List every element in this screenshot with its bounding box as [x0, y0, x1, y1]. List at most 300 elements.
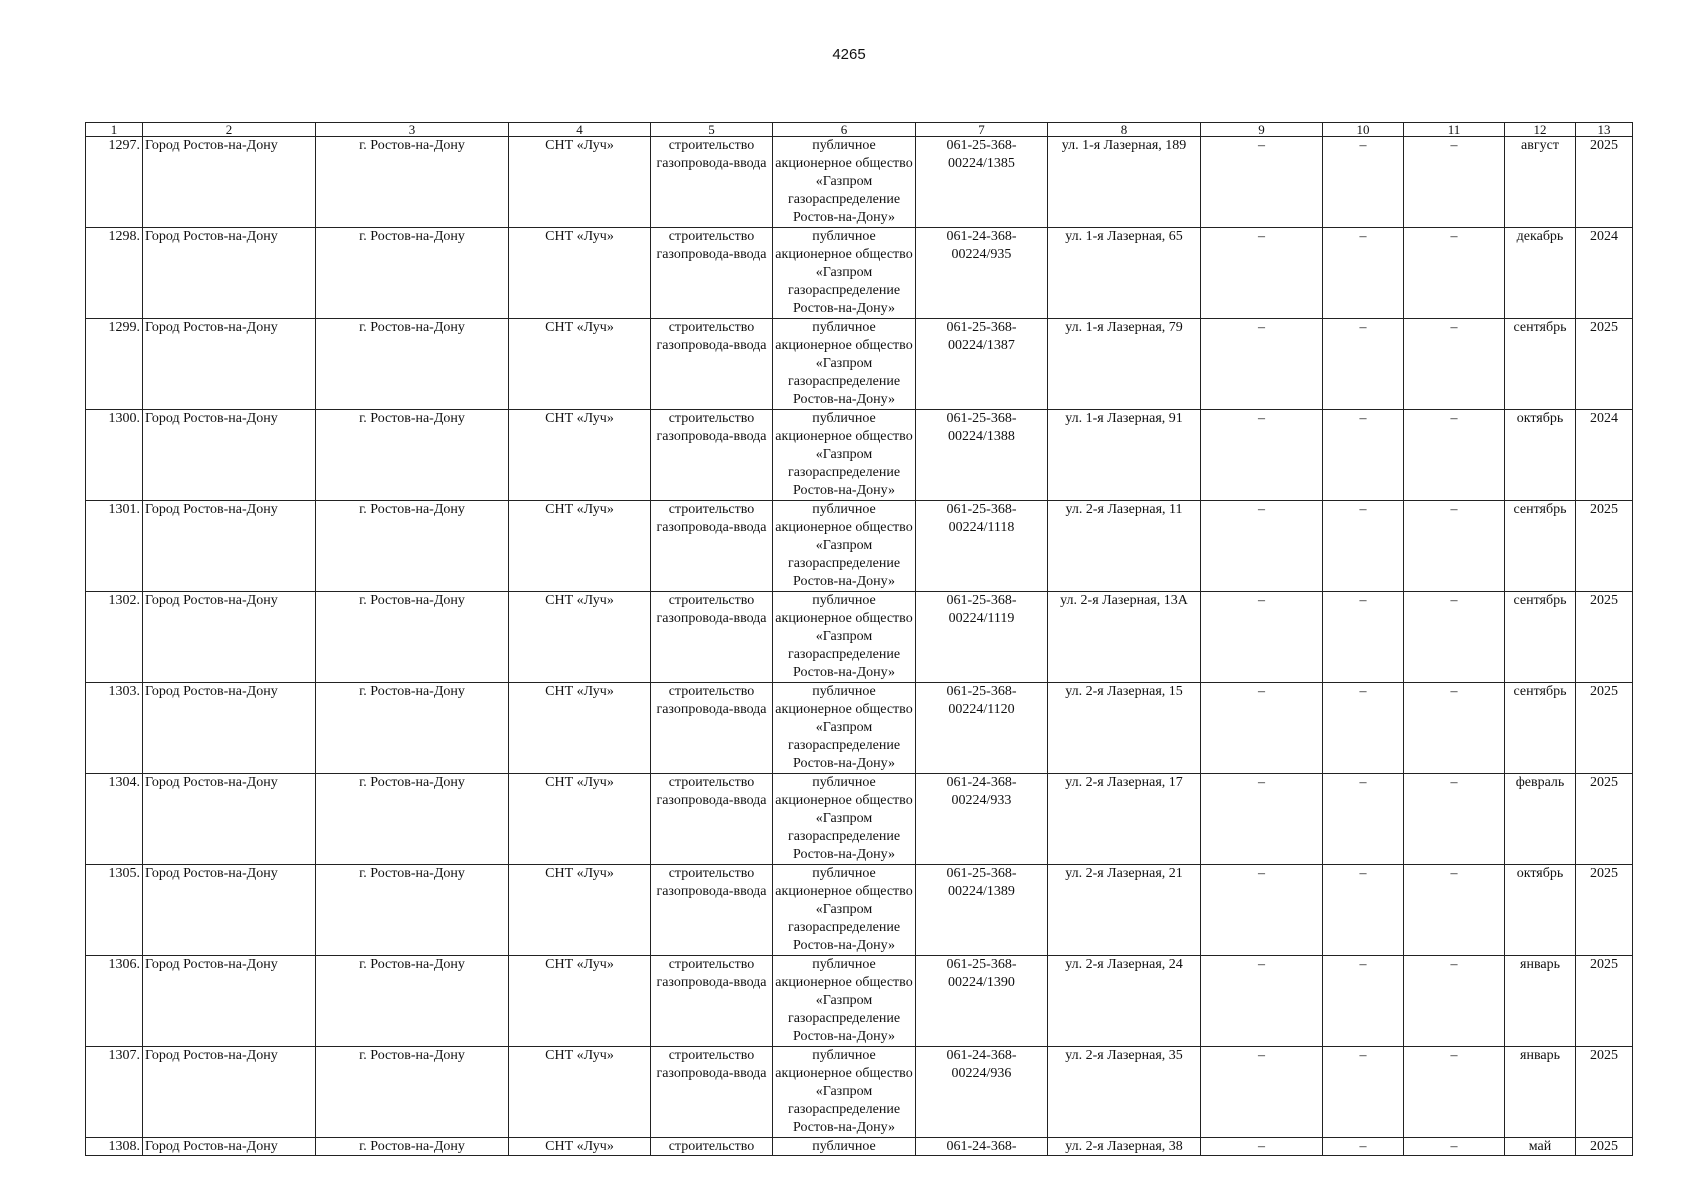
cell-text: 2024 [1590, 411, 1618, 426]
table-row [86, 137, 1633, 228]
column-10-cell [1323, 1138, 1404, 1156]
month-cell [1505, 592, 1576, 683]
work-type-cell [651, 774, 773, 865]
cell-text: ул. 2-я Лазерная, 24 [1065, 957, 1183, 972]
address-cell [1048, 319, 1201, 410]
contract-number-cell [916, 228, 1048, 319]
organization-cell [773, 410, 916, 501]
cell-text: – [1359, 684, 1367, 699]
cell-text: ул. 2-я Лазерная, 15 [1065, 684, 1183, 699]
cell-text: 061-25-368-00224/1390 [946, 957, 1017, 990]
cell-text: публичное акционерное общество «Газпром газораспределение Ростов-на-Дону» [775, 320, 913, 407]
address-cell [1048, 865, 1201, 956]
month-cell [1505, 228, 1576, 319]
settlement-cell [509, 865, 651, 956]
column-9-cell [1201, 410, 1323, 501]
cell-text: публичное акционерное общество «Газпром газораспределение Ростов-на-Дону» [775, 411, 913, 498]
cell-text: СНТ «Луч» [545, 320, 614, 335]
column-header: 12 [1505, 123, 1576, 137]
row-number-cell [86, 501, 143, 592]
organization-cell [773, 319, 916, 410]
contract-number-cell [916, 319, 1048, 410]
year-cell [1576, 137, 1633, 228]
year-cell [1576, 410, 1633, 501]
cell-text: 061-24-368- [946, 1139, 1017, 1154]
cell-text: – [1450, 1139, 1458, 1154]
table-row [86, 865, 1633, 956]
row-number-cell [86, 956, 143, 1047]
column-10-cell [1323, 137, 1404, 228]
column-11-cell [1404, 137, 1505, 228]
row-number-cell [86, 1047, 143, 1138]
cell-text: Город Ростов-на-Дону [145, 1139, 278, 1154]
organization-cell [773, 1138, 916, 1156]
column-11-cell [1404, 410, 1505, 501]
column-9-cell [1201, 956, 1323, 1047]
cell-text: Город Ростов-на-Дону [145, 502, 278, 517]
cell-text: январь [1520, 1048, 1560, 1063]
organization-cell [773, 592, 916, 683]
cell-text: – [1359, 593, 1367, 608]
cell-text: 1302. [108, 593, 140, 608]
cell-text: – [1258, 502, 1265, 517]
cell-text: 061-24-368-00224/935 [946, 229, 1017, 262]
locality-cell [316, 137, 509, 228]
column-10-cell [1323, 956, 1404, 1047]
column-9-cell [1201, 501, 1323, 592]
organization-cell [773, 1047, 916, 1138]
cell-text: – [1450, 411, 1458, 426]
month-cell [1505, 319, 1576, 410]
cell-text: – [1450, 1048, 1458, 1063]
month-cell [1505, 865, 1576, 956]
cell-text: 061-25-368-00224/1389 [946, 866, 1017, 899]
cell-text: 1308. [108, 1139, 140, 1154]
settlement-cell [509, 319, 651, 410]
organization-cell [773, 865, 916, 956]
cell-text: январь [1520, 957, 1560, 972]
contract-number-cell [916, 774, 1048, 865]
cell-text: – [1258, 775, 1265, 790]
locality-cell [316, 1047, 509, 1138]
column-10-cell [1323, 865, 1404, 956]
column-9-cell [1201, 774, 1323, 865]
table-row [86, 410, 1633, 501]
cell-text: Город Ростов-на-Дону [145, 138, 278, 153]
column-9-cell [1201, 592, 1323, 683]
locality-cell [316, 319, 509, 410]
cell-text: – [1258, 957, 1265, 972]
table-row [86, 319, 1633, 410]
cell-text: СНТ «Луч» [545, 684, 614, 699]
cell-text: октябрь [1516, 411, 1564, 426]
cell-text: 2025 [1590, 866, 1618, 881]
registry-table [85, 122, 1633, 1156]
work-type-cell [651, 865, 773, 956]
municipality-cell [143, 956, 316, 1047]
locality-cell [316, 410, 509, 501]
cell-text: строительство [668, 1139, 755, 1154]
column-header: 11 [1404, 123, 1505, 137]
settlement-cell [509, 683, 651, 774]
cell-text: 2025 [1590, 593, 1618, 608]
column-11-cell [1404, 592, 1505, 683]
cell-text: 061-24-368-00224/936 [946, 1048, 1017, 1081]
cell-text: 1301. [108, 502, 140, 517]
cell-text: строительство газопровода-ввода [656, 502, 767, 535]
month-cell [1505, 683, 1576, 774]
column-9-cell [1201, 1047, 1323, 1138]
organization-cell [773, 228, 916, 319]
contract-number-cell [916, 683, 1048, 774]
table-row [86, 774, 1633, 865]
settlement-cell [509, 1047, 651, 1138]
column-11-cell [1404, 865, 1505, 956]
address-cell [1048, 228, 1201, 319]
cell-text: 061-25-368-00224/1385 [946, 138, 1017, 171]
column-header: 7 [916, 123, 1048, 137]
cell-text: сентябрь [1513, 320, 1567, 335]
column-11-cell [1404, 1047, 1505, 1138]
settlement-cell [509, 592, 651, 683]
cell-text: февраль [1515, 775, 1565, 790]
column-10-cell [1323, 319, 1404, 410]
address-cell [1048, 410, 1201, 501]
column-header: 6 [773, 123, 916, 137]
cell-text: 1303. [108, 684, 140, 699]
cell-text: – [1258, 866, 1265, 881]
table-row [86, 1047, 1633, 1138]
cell-text: 1304. [108, 775, 140, 790]
cell-text: 061-24-368-00224/933 [946, 775, 1017, 808]
cell-text: декабрь [1516, 229, 1564, 244]
cell-text: публичное акционерное общество «Газпром газораспределение Ростов-на-Дону» [775, 593, 913, 680]
locality-cell [316, 1138, 509, 1156]
cell-text: – [1258, 229, 1265, 244]
column-11-cell [1404, 1138, 1505, 1156]
cell-text: г. Ростов-на-Дону [359, 138, 465, 153]
row-number-cell [86, 410, 143, 501]
column-11-cell [1404, 228, 1505, 319]
cell-text: сентябрь [1513, 502, 1567, 517]
cell-text: СНТ «Луч» [545, 1139, 614, 1154]
organization-cell [773, 956, 916, 1047]
cell-text: строительство газопровода-ввода [656, 320, 767, 353]
cell-text: сентябрь [1513, 593, 1567, 608]
year-cell [1576, 683, 1633, 774]
cell-text: – [1450, 320, 1458, 335]
cell-text: г. Ростов-на-Дону [359, 502, 465, 517]
municipality-cell [143, 137, 316, 228]
month-cell [1505, 410, 1576, 501]
contract-number-cell [916, 410, 1048, 501]
cell-text: – [1359, 866, 1367, 881]
table-row [86, 956, 1633, 1047]
cell-text: 061-25-368-00224/1118 [946, 502, 1017, 535]
year-cell [1576, 501, 1633, 592]
cell-text: – [1359, 1048, 1367, 1063]
settlement-cell [509, 956, 651, 1047]
table-row [86, 683, 1633, 774]
cell-text: май [1528, 1139, 1552, 1154]
locality-cell [316, 774, 509, 865]
cell-text: публичное акционерное общество «Газпром газораспределение Ростов-на-Дону» [775, 138, 913, 225]
table-body [86, 137, 1633, 1156]
municipality-cell [143, 774, 316, 865]
settlement-cell [509, 137, 651, 228]
cell-text: публичное акционерное общество «Газпром газораспределение Ростов-на-Дону» [775, 957, 913, 1044]
row-number-cell [86, 319, 143, 410]
cell-text: ул. 2-я Лазерная, 38 [1065, 1139, 1183, 1154]
cell-text: – [1258, 1139, 1265, 1154]
cell-text: ул. 1-я Лазерная, 189 [1061, 138, 1187, 153]
cell-text: Город Ростов-на-Дону [145, 593, 278, 608]
cell-text: Город Ростов-на-Дону [145, 684, 278, 699]
cell-text: – [1359, 411, 1367, 426]
cell-text: – [1359, 320, 1367, 335]
year-cell [1576, 774, 1633, 865]
column-10-cell [1323, 774, 1404, 865]
cell-text: г. Ростов-на-Дону [359, 775, 465, 790]
work-type-cell [651, 410, 773, 501]
column-10-cell [1323, 683, 1404, 774]
cell-text: 2025 [1590, 1048, 1618, 1063]
cell-text: СНТ «Луч» [545, 957, 614, 972]
locality-cell [316, 592, 509, 683]
column-header: 9 [1201, 123, 1323, 137]
municipality-cell [143, 228, 316, 319]
cell-text: Город Ростов-на-Дону [145, 866, 278, 881]
cell-text: публичное акционерное общество «Газпром газораспределение Ростов-на-Дону» [775, 866, 913, 953]
cell-text: Город Ростов-на-Дону [145, 320, 278, 335]
settlement-cell [509, 1138, 651, 1156]
locality-cell [316, 683, 509, 774]
cell-text: г. Ростов-на-Дону [359, 229, 465, 244]
municipality-cell [143, 592, 316, 683]
column-header: 1 [86, 123, 143, 137]
address-cell [1048, 501, 1201, 592]
cell-text: – [1450, 684, 1458, 699]
cell-text: 1305. [108, 866, 140, 881]
cell-text: Город Ростов-на-Дону [145, 957, 278, 972]
address-cell [1048, 683, 1201, 774]
cell-text: – [1258, 320, 1265, 335]
cell-text: 061-25-368-00224/1120 [946, 684, 1017, 717]
cell-text: г. Ростов-на-Дону [359, 593, 465, 608]
address-cell [1048, 956, 1201, 1047]
cell-text: 1299. [108, 320, 140, 335]
month-cell [1505, 956, 1576, 1047]
cell-text: 061-25-368-00224/1388 [946, 411, 1017, 444]
column-10-cell [1323, 410, 1404, 501]
cell-text: СНТ «Луч» [545, 593, 614, 608]
column-10-cell [1323, 1047, 1404, 1138]
month-cell [1505, 137, 1576, 228]
cell-text: публичное акционерное общество «Газпром газораспределение Ростов-на-Дону» [775, 775, 913, 862]
cell-text: г. Ростов-на-Дону [359, 957, 465, 972]
column-10-cell [1323, 501, 1404, 592]
column-9-cell [1201, 1138, 1323, 1156]
cell-text: 2025 [1590, 957, 1618, 972]
cell-text: публичное акционерное общество «Газпром газораспределение Ростов-на-Дону» [775, 502, 913, 589]
cell-text: 1307. [108, 1048, 140, 1063]
year-cell [1576, 865, 1633, 956]
municipality-cell [143, 1047, 316, 1138]
contract-number-cell [916, 592, 1048, 683]
cell-text: ул. 1-я Лазерная, 79 [1065, 320, 1183, 335]
row-number-cell [86, 683, 143, 774]
cell-text: ул. 2-я Лазерная, 17 [1065, 775, 1183, 790]
work-type-cell [651, 501, 773, 592]
contract-number-cell [916, 1047, 1048, 1138]
cell-text: строительство газопровода-ввода [656, 138, 767, 171]
month-cell [1505, 1047, 1576, 1138]
work-type-cell [651, 228, 773, 319]
cell-text: ул. 2-я Лазерная, 11 [1065, 502, 1183, 517]
cell-text: 061-25-368-00224/1119 [946, 593, 1017, 626]
cell-text: Город Ростов-на-Дону [145, 229, 278, 244]
settlement-cell [509, 228, 651, 319]
work-type-cell [651, 592, 773, 683]
cell-text: – [1450, 957, 1458, 972]
organization-cell [773, 137, 916, 228]
contract-number-cell [916, 137, 1048, 228]
cell-text: г. Ростов-на-Дону [359, 684, 465, 699]
cell-text: строительство газопровода-ввода [656, 1048, 767, 1081]
municipality-cell [143, 683, 316, 774]
column-11-cell [1404, 683, 1505, 774]
column-11-cell [1404, 956, 1505, 1047]
cell-text: публичное акционерное общество «Газпром газораспределение Ростов-на-Дону» [775, 684, 913, 771]
column-10-cell [1323, 592, 1404, 683]
cell-text: строительство газопровода-ввода [656, 866, 767, 899]
municipality-cell [143, 319, 316, 410]
locality-cell [316, 865, 509, 956]
work-type-cell [651, 1138, 773, 1156]
cell-text: строительство газопровода-ввода [656, 229, 767, 262]
cell-text: г. Ростов-на-Дону [359, 320, 465, 335]
column-header: 4 [509, 123, 651, 137]
cell-text: строительство газопровода-ввода [656, 593, 767, 626]
column-header: 3 [316, 123, 509, 137]
column-9-cell [1201, 319, 1323, 410]
cell-text: публичное акционерное общество «Газпром газораспределение Ростов-на-Дону» [775, 1048, 913, 1135]
year-cell [1576, 956, 1633, 1047]
cell-text: 2025 [1590, 320, 1618, 335]
column-header: 13 [1576, 123, 1633, 137]
cell-text: 061-25-368-00224/1387 [946, 320, 1017, 353]
table-row [86, 501, 1633, 592]
cell-text: – [1450, 775, 1458, 790]
month-cell [1505, 774, 1576, 865]
column-9-cell [1201, 137, 1323, 228]
cell-text: г. Ростов-на-Дону [359, 1048, 465, 1063]
column-9-cell [1201, 683, 1323, 774]
cell-text: г. Ростов-на-Дону [359, 866, 465, 881]
cell-text: 2025 [1590, 684, 1618, 699]
cell-text: – [1450, 866, 1458, 881]
cell-text: публичное [812, 1139, 876, 1154]
municipality-cell [143, 1138, 316, 1156]
column-10-cell [1323, 228, 1404, 319]
municipality-cell [143, 865, 316, 956]
cell-text: 1300. [108, 411, 140, 426]
address-cell [1048, 592, 1201, 683]
locality-cell [316, 228, 509, 319]
year-cell [1576, 1138, 1633, 1156]
cell-text: публичное акционерное общество «Газпром газораспределение Ростов-на-Дону» [775, 229, 913, 316]
column-9-cell [1201, 865, 1323, 956]
cell-text: СНТ «Луч» [545, 229, 614, 244]
work-type-cell [651, 319, 773, 410]
municipality-cell [143, 501, 316, 592]
cell-text: октябрь [1516, 866, 1564, 881]
month-cell [1505, 1138, 1576, 1156]
cell-text: 1298. [108, 229, 140, 244]
work-type-cell [651, 1047, 773, 1138]
cell-text: Город Ростов-на-Дону [145, 1048, 278, 1063]
cell-text: СНТ «Луч» [545, 775, 614, 790]
column-header: 5 [651, 123, 773, 137]
cell-text: – [1359, 138, 1367, 153]
column-11-cell [1404, 319, 1505, 410]
column-header: 2 [143, 123, 316, 137]
table-row [86, 1138, 1633, 1156]
cell-text: ул. 2-я Лазерная, 35 [1065, 1048, 1183, 1063]
column-11-cell [1404, 501, 1505, 592]
settlement-cell [509, 501, 651, 592]
cell-text: – [1258, 593, 1265, 608]
column-header: 10 [1323, 123, 1404, 137]
cell-text: – [1450, 138, 1458, 153]
column-9-cell [1201, 228, 1323, 319]
address-cell [1048, 774, 1201, 865]
cell-text: СНТ «Луч» [545, 411, 614, 426]
address-cell [1048, 1047, 1201, 1138]
cell-text: – [1258, 1048, 1265, 1063]
row-number-cell [86, 1138, 143, 1156]
year-cell [1576, 592, 1633, 683]
contract-number-cell [916, 501, 1048, 592]
cell-text: 1306. [108, 957, 140, 972]
year-cell [1576, 228, 1633, 319]
month-cell [1505, 501, 1576, 592]
cell-text: ул. 2-я Лазерная, 21 [1065, 866, 1183, 881]
row-number-cell [86, 774, 143, 865]
cell-text: – [1450, 502, 1458, 517]
year-cell [1576, 1047, 1633, 1138]
settlement-cell [509, 410, 651, 501]
cell-text: – [1359, 957, 1367, 972]
cell-text: СНТ «Луч» [545, 866, 614, 881]
row-number-cell [86, 865, 143, 956]
cell-text: – [1359, 502, 1367, 517]
cell-text: ул. 1-я Лазерная, 65 [1065, 229, 1183, 244]
cell-text: г. Ростов-на-Дону [359, 1139, 465, 1154]
cell-text: СНТ «Луч» [545, 138, 614, 153]
cell-text: 2025 [1590, 1139, 1618, 1154]
cell-text: – [1258, 138, 1265, 153]
cell-text: 2025 [1590, 502, 1618, 517]
organization-cell [773, 774, 916, 865]
cell-text: строительство газопровода-ввода [656, 957, 767, 990]
cell-text: август [1521, 138, 1559, 153]
page-number: 4265 [832, 46, 866, 63]
cell-text: ул. 2-я Лазерная, 13А [1060, 593, 1188, 608]
table-row [86, 228, 1633, 319]
cell-text: 2025 [1590, 775, 1618, 790]
work-type-cell [651, 137, 773, 228]
